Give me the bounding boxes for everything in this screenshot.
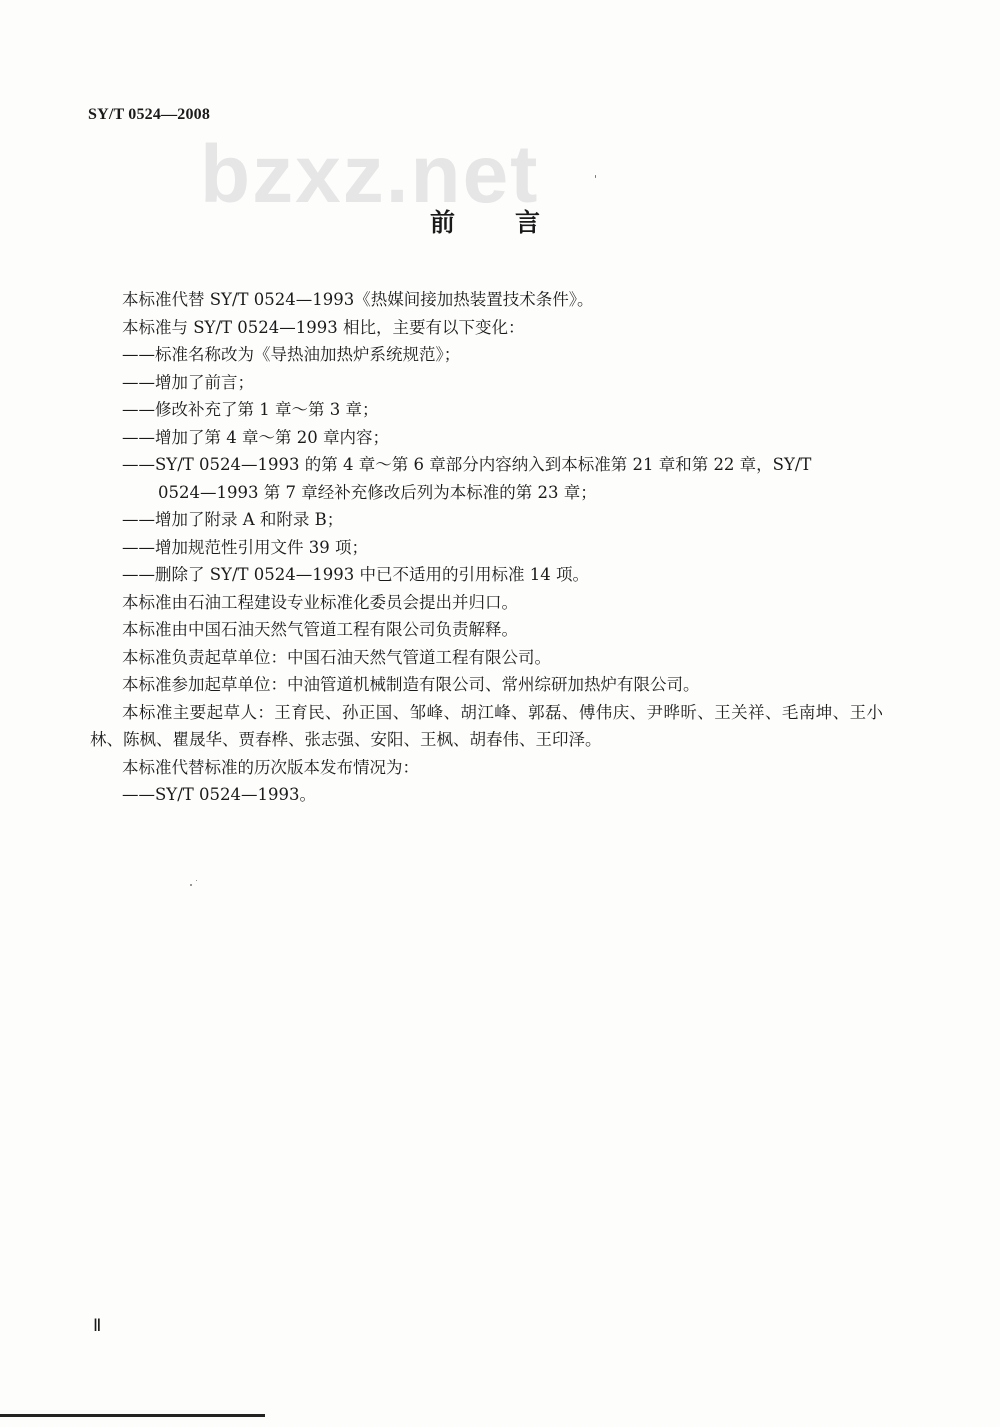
list-item-history: ——SY/T 0524—1993。 (122, 785, 316, 804)
standard-code: SY/T 0524—2008 (88, 106, 211, 123)
list-item-change: ——增加了第 4 章～第 20 章内容； (122, 427, 389, 447)
list-item-change: ——SY/T 0524—1993 的第 4 章～第 6 章部分内容纳入到本标准第 21 章和第 22 章，SY/T (122, 455, 812, 474)
list-item-change: ——删除了 SY/T 0524—1993 中已不适用的引用标准 14 项。 (122, 565, 589, 584)
scan-edge-line (0, 1414, 265, 1417)
paragraph-drafters: 本标准主要起草人：王育民、孙正国、邹峰、胡江峰、郭磊、傅伟庆、尹晔昕、王关祥、毛南坤、王小林、陈枫、瞿晟华、贾春桦、张志强、安阳、王枫、胡春伟、王印泽。 (90, 702, 883, 749)
list-item-change: ——增加了附录 A 和附录 B； (122, 510, 344, 529)
list-item-change: ——增加规范性引用文件 39 项； (122, 537, 368, 557)
paragraph-participating-units: 本标准参加起草单位：中油管道机械制造有限公司、常州综研加热炉有限公司。 (122, 675, 700, 694)
paragraph-interpreted-by: 本标准由中国石油天然气管道工程有限公司负责解释。 (122, 620, 518, 639)
paragraph-drafting-unit: 本标准负责起草单位：中国石油天然气管道工程有限公司。 (122, 647, 551, 667)
list-item-change: ——增加了前言； (122, 372, 254, 392)
paragraph-history-intro: 本标准代替标准的历次版本发布情况为： (122, 757, 419, 777)
list-item-change: ——标准名称改为《导热油加热炉系统规范》； (122, 345, 461, 364)
page-title: 前言 (429, 208, 600, 237)
paragraph-changes-intro: 本标准与 SY/T 0524—1993 相比，主要有以下变化： (122, 317, 525, 337)
foreword-body (90, 286, 883, 809)
list-item-change-continuation: 0524—1993 第 7 章经补充修改后列为本标准的第 23 章； (158, 482, 597, 502)
list-item-change: ——修改补充了第 1 章～第 3 章； (122, 400, 379, 419)
scan-speck (595, 175, 596, 178)
paragraph-replaces: 本标准代替 SY/T 0524—1993《热媒间接加热装置技术条件》。 (122, 290, 594, 309)
watermark-text: bzxz.net (200, 129, 540, 220)
paragraph-proposed-by: 本标准由石油工程建设专业标准化委员会提出并归口。 (122, 592, 518, 612)
scan-speck (190, 884, 192, 886)
page-number: Ⅱ (93, 1316, 102, 1335)
scan-speck (196, 880, 197, 881)
